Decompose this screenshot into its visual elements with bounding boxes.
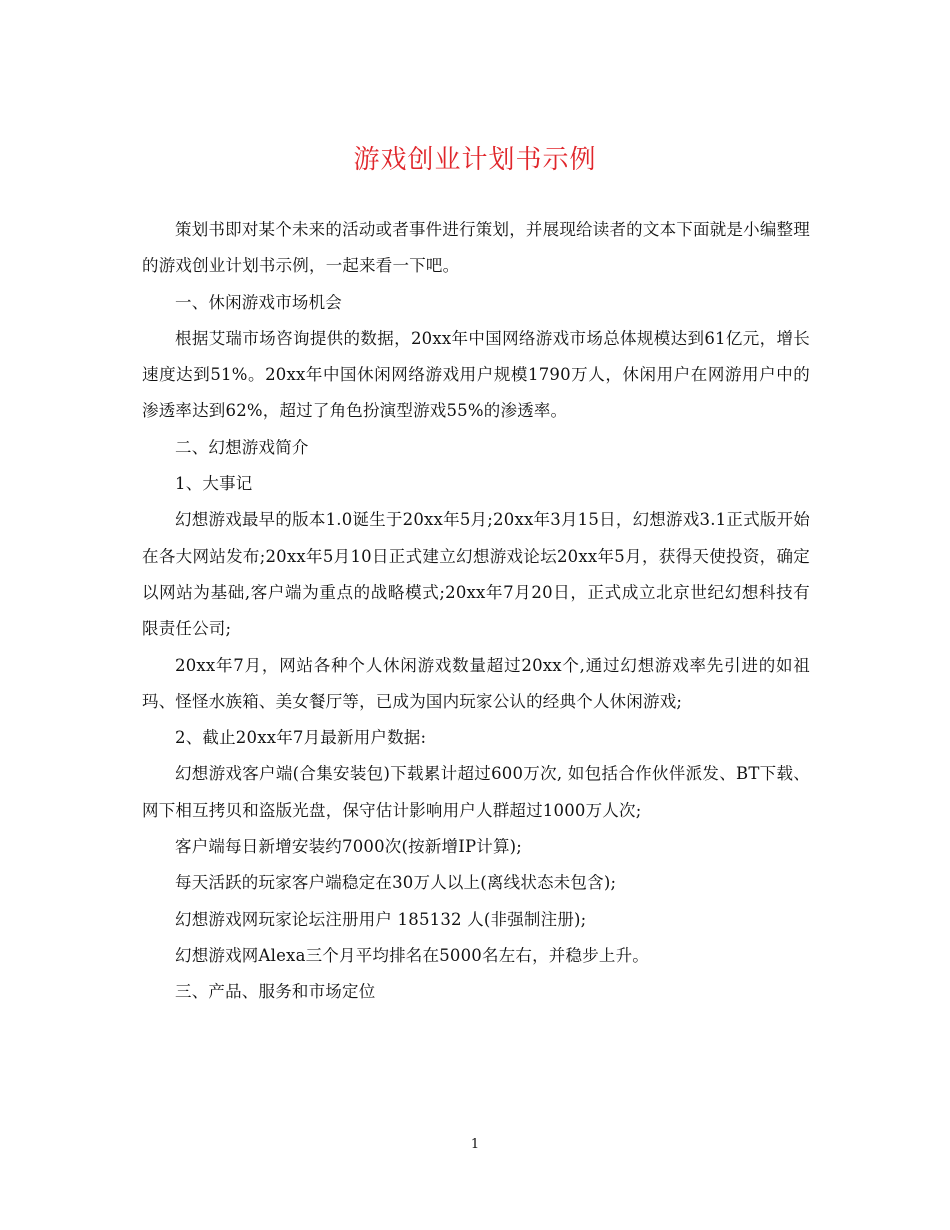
paragraph-alexa-rank: 幻想游戏网Alexa三个月平均排名在5000名左右，并稳步上升。: [175, 945, 649, 965]
paragraph-forum-users: 幻想游戏网玩家论坛注册用户 185132 人(非强制注册);: [175, 909, 587, 929]
paragraph-market-data: 根据艾瑞市场咨询提供的数据，20xx年中国网络游戏市场总体规模达到61亿元，增长速度达到51%。20xx年中国休闲网络游戏用户规模1790万人，休闲用户在网游用户中的渗透率达到62%，超过了角色扮演型游戏55%的渗透率。: [142, 328, 810, 421]
subheading-user-data: 2、截止20xx年7月最新用户数据:: [175, 728, 427, 748]
paragraph-games: 20xx年7月，网站各种个人休闲游戏数量超过20xx个,通过幻想游戏率先引进的如祖玛、怪怪水族箱、美女餐厅等，已成为国内玩家公认的经典个人休闲游戏;: [142, 655, 810, 711]
section-heading-1: 一、休闲游戏市场机会: [175, 292, 342, 312]
document-body: [142, 212, 810, 1011]
section-heading-2: 二、幻想游戏简介: [175, 437, 309, 457]
paragraph-downloads: 幻想游戏客户端(合集安装包)下载累计超过600万次, 如包括合作伙伴派发、BT下载、网下相互拷贝和盗版光盘，保守估计影响用户人群超过1000万人次;: [142, 764, 810, 820]
page-number: 1: [470, 1137, 480, 1152]
paragraph-active-players: 每天活跃的玩家客户端稳定在30万人以上(离线状态未包含);: [175, 873, 617, 893]
paragraph-milestones: 幻想游戏最早的版本1.0诞生于20xx年5月;20xx年3月15日，幻想游戏3.1正式版开始在各大网站发布;20xx年5月10日正式建立幻想游戏论坛20xx年5月，获得天使投资，确定以网站为基础,客户端为重点的战略模式;20xx年7月20日，正式成立北京世纪幻想科技有限责任公司;: [142, 510, 810, 639]
document-title: 游戏创业计划书示例: [353, 145, 597, 175]
section-heading-3: 三、产品、服务和市场定位: [175, 982, 376, 1002]
paragraph-intro: 策划书即对某个未来的活动或者事件进行策划，并展现给读者的文本下面就是小编整理的游戏创业计划书示例，一起来看一下吧。: [142, 220, 810, 276]
paragraph-daily-installs: 客户端每日新增安装约7000次(按新增IP计算);: [175, 837, 523, 857]
subheading-milestones: 1、大事记: [175, 474, 253, 494]
